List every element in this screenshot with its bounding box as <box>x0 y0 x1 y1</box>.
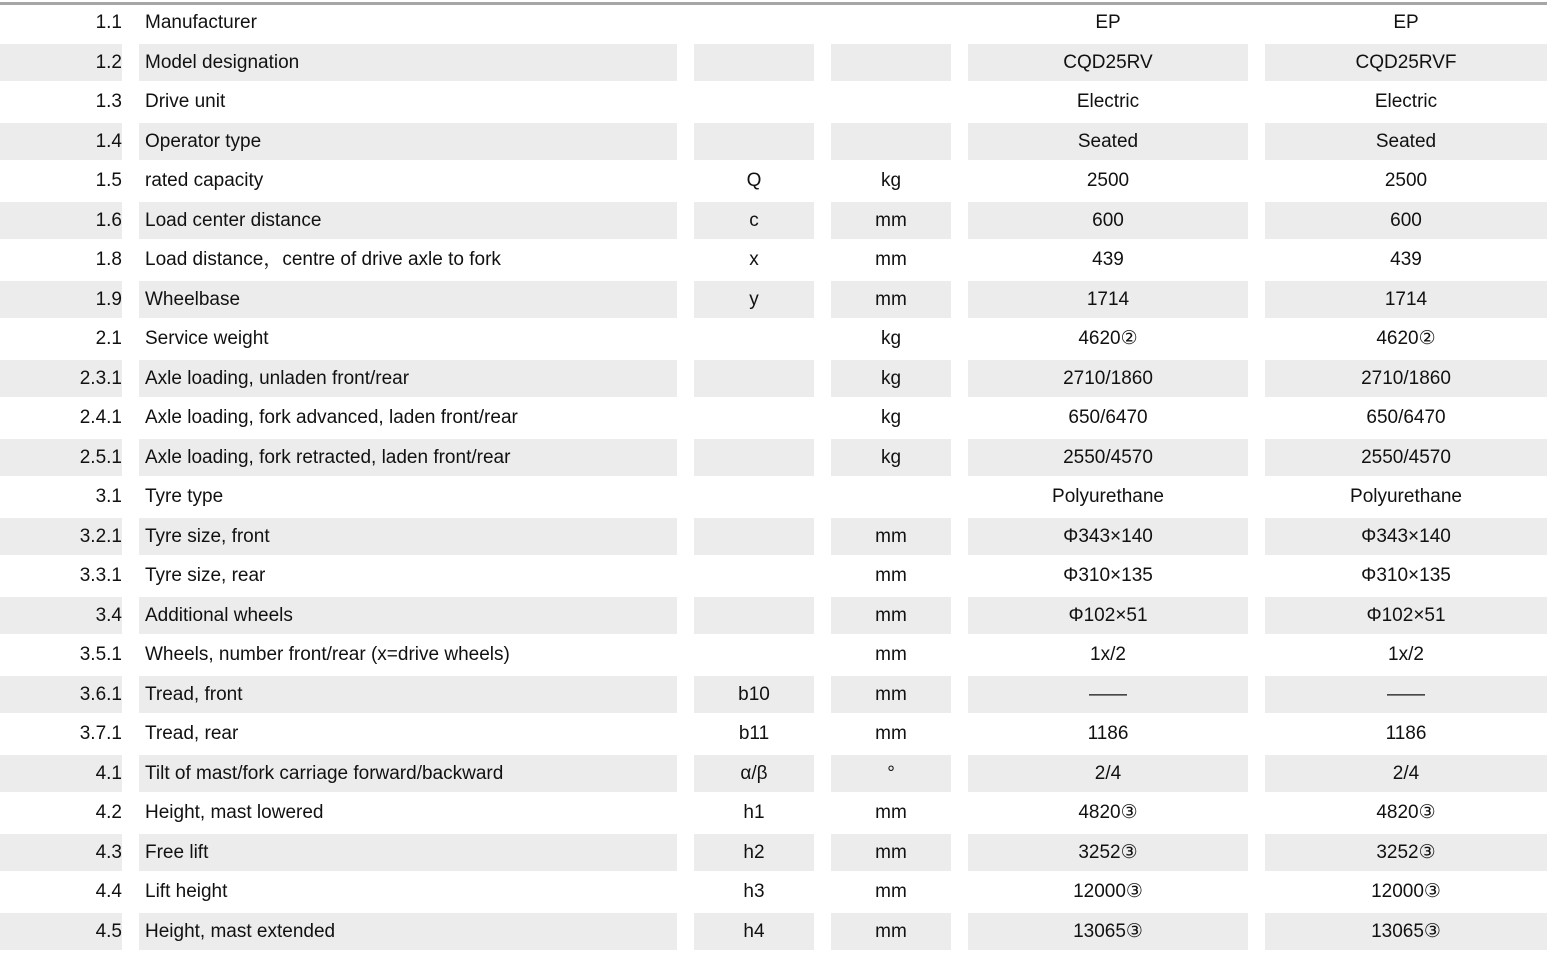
row-number: 1.3 <box>0 84 122 123</box>
row-symbol <box>694 44 814 84</box>
row-description: Tilt of mast/fork carriage forward/backward <box>139 755 677 795</box>
row-unit <box>831 5 951 44</box>
column-gap <box>951 84 968 123</box>
column-gap <box>1248 400 1265 439</box>
column-gap <box>951 281 968 321</box>
row-symbol <box>694 558 814 597</box>
column-gap <box>951 439 968 479</box>
row-symbol: h3 <box>694 874 814 913</box>
row-number: 2.1 <box>0 321 122 360</box>
table-row <box>0 518 1547 558</box>
row-description: Service weight <box>139 321 677 360</box>
row-symbol <box>694 479 814 518</box>
column-gap <box>1248 716 1265 755</box>
column-gap <box>122 44 139 84</box>
column-gap <box>814 479 831 518</box>
column-gap <box>677 44 694 84</box>
row-value-cqd25rvf: Φ102×51 <box>1265 597 1547 637</box>
row-unit: kg <box>831 360 951 400</box>
row-number: 4.5 <box>0 913 122 953</box>
row-unit: mm <box>831 637 951 676</box>
column-gap <box>1248 123 1265 163</box>
column-gap <box>951 795 968 834</box>
row-unit: mm <box>831 834 951 874</box>
row-number: 4.3 <box>0 834 122 874</box>
row-symbol <box>694 5 814 44</box>
row-value-cqd25rv: 1x/2 <box>968 637 1248 676</box>
table-row <box>0 400 1547 439</box>
column-gap <box>122 400 139 439</box>
row-number: 1.2 <box>0 44 122 84</box>
row-unit <box>831 44 951 84</box>
column-gap <box>122 84 139 123</box>
column-gap <box>677 242 694 281</box>
column-gap <box>122 242 139 281</box>
row-description: Free lift <box>139 834 677 874</box>
table-row <box>0 755 1547 795</box>
column-gap <box>677 597 694 637</box>
column-gap <box>951 123 968 163</box>
column-gap <box>814 360 831 400</box>
column-gap <box>677 281 694 321</box>
column-gap <box>122 518 139 558</box>
row-unit: ° <box>831 755 951 795</box>
column-gap <box>814 202 831 242</box>
row-unit: mm <box>831 874 951 913</box>
row-value-cqd25rv: Φ102×51 <box>968 597 1248 637</box>
column-gap <box>122 321 139 360</box>
row-unit: mm <box>831 597 951 637</box>
column-gap <box>951 597 968 637</box>
column-gap <box>814 913 831 953</box>
column-gap <box>1248 439 1265 479</box>
column-gap <box>677 913 694 953</box>
row-value-cqd25rv: 1186 <box>968 716 1248 755</box>
row-value-cqd25rv: 2550/4570 <box>968 439 1248 479</box>
table-row <box>0 5 1547 44</box>
row-number: 1.5 <box>0 163 122 202</box>
row-description: Manufacturer <box>139 5 677 44</box>
column-gap <box>677 163 694 202</box>
row-value-cqd25rvf: Electric <box>1265 84 1547 123</box>
table-row <box>0 913 1547 953</box>
row-number: 1.9 <box>0 281 122 321</box>
column-gap <box>814 518 831 558</box>
row-number: 4.4 <box>0 874 122 913</box>
row-number: 4.2 <box>0 795 122 834</box>
row-description: Model designation <box>139 44 677 84</box>
row-symbol: h4 <box>694 913 814 953</box>
row-value-cqd25rvf: 12000③ <box>1265 874 1547 913</box>
column-gap <box>122 479 139 518</box>
column-gap <box>677 360 694 400</box>
row-value-cqd25rvf: 1x/2 <box>1265 637 1547 676</box>
column-gap <box>951 163 968 202</box>
row-value-cqd25rv: 12000③ <box>968 874 1248 913</box>
column-gap <box>122 834 139 874</box>
column-gap <box>1248 84 1265 123</box>
column-gap <box>122 637 139 676</box>
row-number: 3.2.1 <box>0 518 122 558</box>
row-value-cqd25rvf: 650/6470 <box>1265 400 1547 439</box>
table-row <box>0 360 1547 400</box>
row-symbol <box>694 518 814 558</box>
table-row <box>0 834 1547 874</box>
column-gap <box>814 5 831 44</box>
column-gap <box>1248 558 1265 597</box>
row-value-cqd25rvf: 1714 <box>1265 281 1547 321</box>
table-row <box>0 321 1547 360</box>
column-gap <box>814 400 831 439</box>
row-description: Tread, front <box>139 676 677 716</box>
column-gap <box>814 597 831 637</box>
column-gap <box>951 755 968 795</box>
column-gap <box>677 874 694 913</box>
column-gap <box>1248 676 1265 716</box>
column-gap <box>677 518 694 558</box>
column-gap <box>1248 597 1265 637</box>
row-symbol <box>694 123 814 163</box>
row-unit: kg <box>831 439 951 479</box>
row-description: Tread, rear <box>139 716 677 755</box>
row-number: 3.4 <box>0 597 122 637</box>
column-gap <box>951 637 968 676</box>
column-gap <box>677 795 694 834</box>
row-description: Wheels, number front/rear (x=drive wheels) <box>139 637 677 676</box>
column-gap <box>951 834 968 874</box>
row-description: Additional wheels <box>139 597 677 637</box>
row-number: 1.4 <box>0 123 122 163</box>
column-gap <box>1248 913 1265 953</box>
row-description: Axle loading, fork retracted, laden front/rear <box>139 439 677 479</box>
row-symbol <box>694 439 814 479</box>
row-unit: mm <box>831 242 951 281</box>
column-gap <box>1248 44 1265 84</box>
column-gap <box>1248 360 1265 400</box>
column-gap <box>677 479 694 518</box>
column-gap <box>122 795 139 834</box>
column-gap <box>951 202 968 242</box>
row-number: 3.1 <box>0 479 122 518</box>
column-gap <box>1248 202 1265 242</box>
row-description: Lift height <box>139 874 677 913</box>
row-symbol <box>694 597 814 637</box>
row-value-cqd25rv: 4620② <box>968 321 1248 360</box>
row-value-cqd25rvf: Seated <box>1265 123 1547 163</box>
column-gap <box>951 360 968 400</box>
column-gap <box>951 5 968 44</box>
row-number: 4.1 <box>0 755 122 795</box>
column-gap <box>951 874 968 913</box>
row-symbol: α/β <box>694 755 814 795</box>
column-gap <box>814 834 831 874</box>
row-value-cqd25rvf: 4620② <box>1265 321 1547 360</box>
column-gap <box>951 716 968 755</box>
row-value-cqd25rvf: —— <box>1265 676 1547 716</box>
column-gap <box>1248 321 1265 360</box>
column-gap <box>814 44 831 84</box>
column-gap <box>122 558 139 597</box>
row-value-cqd25rv: Φ310×135 <box>968 558 1248 597</box>
row-symbol <box>694 84 814 123</box>
row-value-cqd25rv: —— <box>968 676 1248 716</box>
row-value-cqd25rv: 2710/1860 <box>968 360 1248 400</box>
column-gap <box>814 242 831 281</box>
spec-table-body <box>0 5 1547 953</box>
row-description: Axle loading, unladen front/rear <box>139 360 677 400</box>
table-row <box>0 281 1547 321</box>
column-gap <box>122 755 139 795</box>
row-value-cqd25rvf: Φ310×135 <box>1265 558 1547 597</box>
row-value-cqd25rv: 2500 <box>968 163 1248 202</box>
row-unit: mm <box>831 281 951 321</box>
table-row <box>0 716 1547 755</box>
column-gap <box>122 716 139 755</box>
row-unit <box>831 84 951 123</box>
column-gap <box>814 676 831 716</box>
column-gap <box>677 755 694 795</box>
column-gap <box>814 321 831 360</box>
row-number: 3.3.1 <box>0 558 122 597</box>
row-value-cqd25rvf: 2550/4570 <box>1265 439 1547 479</box>
row-value-cqd25rvf: 4820③ <box>1265 795 1547 834</box>
column-gap <box>122 676 139 716</box>
column-gap <box>122 874 139 913</box>
column-gap <box>122 123 139 163</box>
row-symbol: h2 <box>694 834 814 874</box>
table-row <box>0 242 1547 281</box>
column-gap <box>122 202 139 242</box>
column-gap <box>951 242 968 281</box>
table-row <box>0 479 1547 518</box>
column-gap <box>122 439 139 479</box>
row-description: Tyre type <box>139 479 677 518</box>
row-value-cqd25rv: 13065③ <box>968 913 1248 953</box>
row-symbol: c <box>694 202 814 242</box>
row-description: Tyre size, rear <box>139 558 677 597</box>
row-unit: mm <box>831 795 951 834</box>
column-gap <box>814 281 831 321</box>
column-gap <box>1248 834 1265 874</box>
row-symbol: x <box>694 242 814 281</box>
table-row <box>0 597 1547 637</box>
column-gap <box>1248 242 1265 281</box>
row-description: Height, mast extended <box>139 913 677 953</box>
row-description: Wheelbase <box>139 281 677 321</box>
row-value-cqd25rvf: 2/4 <box>1265 755 1547 795</box>
row-symbol: h1 <box>694 795 814 834</box>
row-value-cqd25rvf: 13065③ <box>1265 913 1547 953</box>
row-symbol <box>694 400 814 439</box>
row-value-cqd25rv: Φ343×140 <box>968 518 1248 558</box>
row-value-cqd25rvf: 1186 <box>1265 716 1547 755</box>
row-value-cqd25rv: 650/6470 <box>968 400 1248 439</box>
row-value-cqd25rv: 600 <box>968 202 1248 242</box>
row-description: Drive unit <box>139 84 677 123</box>
column-gap <box>122 913 139 953</box>
column-gap <box>814 84 831 123</box>
column-gap <box>677 84 694 123</box>
row-value-cqd25rv: Polyurethane <box>968 479 1248 518</box>
column-gap <box>122 5 139 44</box>
column-gap <box>677 558 694 597</box>
row-unit: kg <box>831 163 951 202</box>
column-gap <box>122 597 139 637</box>
row-symbol: b11 <box>694 716 814 755</box>
row-number: 3.5.1 <box>0 637 122 676</box>
row-number: 3.7.1 <box>0 716 122 755</box>
column-gap <box>677 676 694 716</box>
row-symbol: b10 <box>694 676 814 716</box>
column-gap <box>1248 479 1265 518</box>
column-gap <box>677 5 694 44</box>
column-gap <box>677 123 694 163</box>
table-row <box>0 163 1547 202</box>
row-number: 2.5.1 <box>0 439 122 479</box>
column-gap <box>1248 795 1265 834</box>
column-gap <box>1248 518 1265 558</box>
table-row <box>0 558 1547 597</box>
column-gap <box>1248 163 1265 202</box>
row-unit <box>831 479 951 518</box>
column-gap <box>814 755 831 795</box>
row-description: Load distance，centre of drive axle to fork <box>139 242 677 281</box>
row-value-cqd25rv: 2/4 <box>968 755 1248 795</box>
column-gap <box>814 123 831 163</box>
table-row <box>0 795 1547 834</box>
row-symbol <box>694 321 814 360</box>
row-value-cqd25rvf: 2710/1860 <box>1265 360 1547 400</box>
row-description: Tyre size, front <box>139 518 677 558</box>
row-value-cqd25rvf: 439 <box>1265 242 1547 281</box>
column-gap <box>951 518 968 558</box>
column-gap <box>951 44 968 84</box>
column-gap <box>951 479 968 518</box>
row-value-cqd25rvf: EP <box>1265 5 1547 44</box>
row-number: 2.3.1 <box>0 360 122 400</box>
column-gap <box>122 163 139 202</box>
row-symbol <box>694 360 814 400</box>
row-unit: mm <box>831 202 951 242</box>
row-number: 2.4.1 <box>0 400 122 439</box>
column-gap <box>677 716 694 755</box>
row-value-cqd25rv: 3252③ <box>968 834 1248 874</box>
column-gap <box>814 795 831 834</box>
row-unit <box>831 123 951 163</box>
row-symbol: Q <box>694 163 814 202</box>
column-gap <box>951 913 968 953</box>
table-row <box>0 202 1547 242</box>
row-unit: mm <box>831 518 951 558</box>
column-gap <box>677 637 694 676</box>
row-value-cqd25rvf: 3252③ <box>1265 834 1547 874</box>
row-value-cqd25rv: 439 <box>968 242 1248 281</box>
column-gap <box>1248 755 1265 795</box>
row-unit: mm <box>831 913 951 953</box>
column-gap <box>677 202 694 242</box>
row-value-cqd25rvf: 2500 <box>1265 163 1547 202</box>
column-gap <box>814 558 831 597</box>
row-unit: mm <box>831 558 951 597</box>
column-gap <box>814 637 831 676</box>
column-gap <box>677 400 694 439</box>
row-description: Operator type <box>139 123 677 163</box>
row-value-cqd25rvf: 600 <box>1265 202 1547 242</box>
row-symbol: y <box>694 281 814 321</box>
row-value-cqd25rv: Electric <box>968 84 1248 123</box>
column-gap <box>1248 5 1265 44</box>
row-unit: mm <box>831 676 951 716</box>
table-row <box>0 84 1547 123</box>
row-value-cqd25rv: 1714 <box>968 281 1248 321</box>
row-number: 1.6 <box>0 202 122 242</box>
row-unit: mm <box>831 716 951 755</box>
row-description: Load center distance <box>139 202 677 242</box>
row-value-cqd25rv: CQD25RV <box>968 44 1248 84</box>
row-value-cqd25rvf: Polyurethane <box>1265 479 1547 518</box>
row-description: Axle loading, fork advanced, laden front/rear <box>139 400 677 439</box>
row-value-cqd25rvf: Φ343×140 <box>1265 518 1547 558</box>
column-gap <box>951 558 968 597</box>
column-gap <box>951 321 968 360</box>
row-number: 3.6.1 <box>0 676 122 716</box>
column-gap <box>677 834 694 874</box>
table-row <box>0 676 1547 716</box>
table-row <box>0 874 1547 913</box>
column-gap <box>1248 637 1265 676</box>
column-gap <box>122 281 139 321</box>
row-description: rated capacity <box>139 163 677 202</box>
column-gap <box>1248 874 1265 913</box>
column-gap <box>814 874 831 913</box>
table-row <box>0 123 1547 163</box>
column-gap <box>951 676 968 716</box>
column-gap <box>677 439 694 479</box>
row-unit: kg <box>831 400 951 439</box>
row-unit: kg <box>831 321 951 360</box>
spec-table <box>0 5 1547 953</box>
row-value-cqd25rv: Seated <box>968 123 1248 163</box>
row-value-cqd25rv: EP <box>968 5 1248 44</box>
row-symbol <box>694 637 814 676</box>
column-gap <box>814 163 831 202</box>
table-row <box>0 44 1547 84</box>
column-gap <box>814 716 831 755</box>
table-row <box>0 637 1547 676</box>
column-gap <box>814 439 831 479</box>
row-number: 1.1 <box>0 5 122 44</box>
row-number: 1.8 <box>0 242 122 281</box>
column-gap <box>1248 281 1265 321</box>
row-value-cqd25rvf: CQD25RVF <box>1265 44 1547 84</box>
column-gap <box>951 400 968 439</box>
row-value-cqd25rv: 4820③ <box>968 795 1248 834</box>
row-description: Height, mast lowered <box>139 795 677 834</box>
column-gap <box>122 360 139 400</box>
column-gap <box>677 321 694 360</box>
table-row <box>0 439 1547 479</box>
